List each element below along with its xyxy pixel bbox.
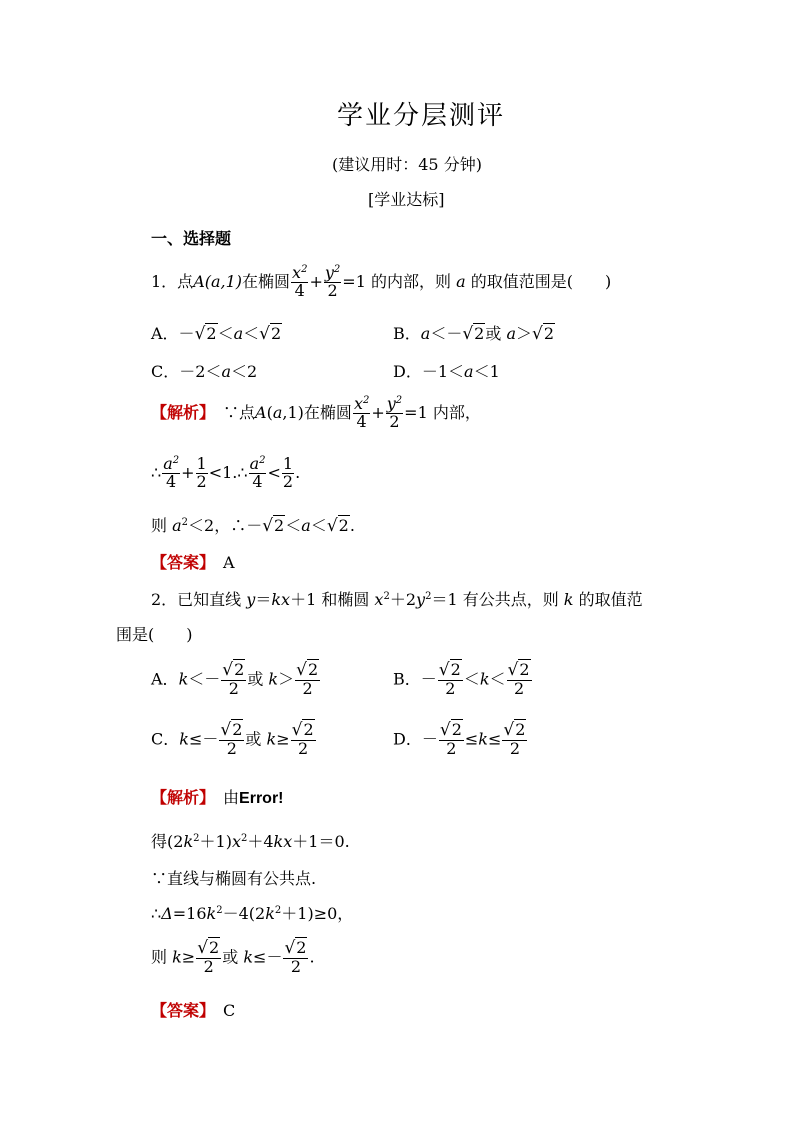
- q1-answer-label: 【答案】: [151, 553, 208, 572]
- q2-option-a[interactable]: A．k＜－ $\frac{√2}{2}$ 或 k＞ $\frac{√2}{2}$: [151, 660, 319, 698]
- q1-frac-y: $\frac{y^2}{2}$: [324, 263, 341, 300]
- q1-jiexi-label: 【解析】: [151, 402, 208, 422]
- page-title: 学业分层测评: [337, 101, 506, 131]
- q1-answer-line: [151, 555, 235, 571]
- q1-solution-line3: 则 $a^2<2$，∴－√2＜a＜√2.: [151, 516, 355, 536]
- q1-sol1-c: =1 内部，: [404, 402, 481, 422]
- q1-sol2-pre: ∴: [151, 462, 162, 482]
- q1-sol2-mid: <1.∴: [208, 462, 248, 482]
- q2-option-d[interactable]: D．－ $\frac{√2}{2}$ ≤k≤ $\frac{√2}{2}$: [393, 720, 526, 758]
- q2-solution-line3: $\therefore\Delta=16k^2-4(2k^2+1)\ge 0$，: [151, 904, 354, 923]
- q1-point: A(a,1): [193, 271, 243, 291]
- q2-answer-label: 【答案】: [151, 1001, 208, 1020]
- q1-var: a: [456, 271, 466, 291]
- q1-solution-line1: 【解析】 ∵点A(a,1)在椭圆 $\frac{x^2}{4}$ + $\frac{y^2}{2}$ =1 内部，: [151, 394, 481, 431]
- section-tag: [学业达标]: [368, 190, 445, 209]
- q1-stem-b: 在椭圆: [242, 271, 291, 291]
- q1-option-b[interactable]: B．a＜－√2或 a＞√2: [393, 324, 555, 344]
- q1-option-c[interactable]: C．－2＜a＜2: [151, 362, 258, 381]
- q1-frac-x: $\frac{x^2}{4}$: [292, 263, 308, 300]
- q1-stem: 1．点A(a,1)在椭圆 $\frac{x^2}{4}$ + $\frac{y^2}{2}$ =1 的内部，则 a 的取值范围是( ): [151, 263, 612, 300]
- q2-sol0-pre: 由: [223, 788, 240, 807]
- q1-solution-line2: ∴ $\frac{a^2}{4}$ + $\frac{1}{2}$ <1.∴ $\frac{a^2}{4}$ < $\frac{1}{2}$ .: [151, 454, 301, 491]
- q1-stem-c: 的取值范围是( ): [470, 271, 612, 291]
- q2-option-b[interactable]: B．－ $\frac{√2}{2}$ ＜k＜ $\frac{√2}{2}$: [393, 660, 530, 698]
- time-suggestion: (建议用时：45 分钟): [332, 155, 482, 174]
- q1-option-a[interactable]: A．－√2＜a＜√2: [151, 324, 282, 344]
- q1-sol1-a: ∵点: [223, 402, 256, 422]
- q1-eq-end: =1 的内部，则: [342, 271, 451, 291]
- q1-option-d[interactable]: D．－1＜a＜1: [393, 362, 500, 381]
- q2-solution-line4: 则 k≥ $\frac{√2}{2}$ 或 k≤－ $\frac{√2}{2}$ .: [151, 938, 315, 976]
- q1-stem-a: 1．点: [151, 271, 194, 291]
- q2-solution-line0: [151, 790, 284, 807]
- q2-stem-line2: 围是( ): [116, 625, 193, 644]
- q2-stem-line1: 2．已知直线 y＝kx＋1 和椭圆 $x^2+2y^2=1$ 有公共点，则 k 的取值范: [151, 590, 643, 609]
- q2-answer-line: [151, 1003, 235, 1019]
- q1-answer: A: [223, 553, 235, 572]
- q2-solution-line2: ∵直线与椭圆有公共点.: [151, 869, 317, 888]
- q2-answer: C: [223, 1001, 236, 1020]
- section-heading: 一、选择题: [151, 229, 232, 248]
- q2-solution-line1: 得$(2k^2+1)x^2+4kx+1=0$.: [151, 832, 350, 851]
- q2-error-text: Error!: [239, 790, 284, 807]
- q1-sol1-b: 在椭圆: [303, 402, 352, 422]
- q2-jiexi-label: 【解析】: [151, 788, 208, 807]
- q2-option-c[interactable]: C．k≤－ $\frac{√2}{2}$ 或 k≥ $\frac{√2}{2}$: [151, 720, 314, 758]
